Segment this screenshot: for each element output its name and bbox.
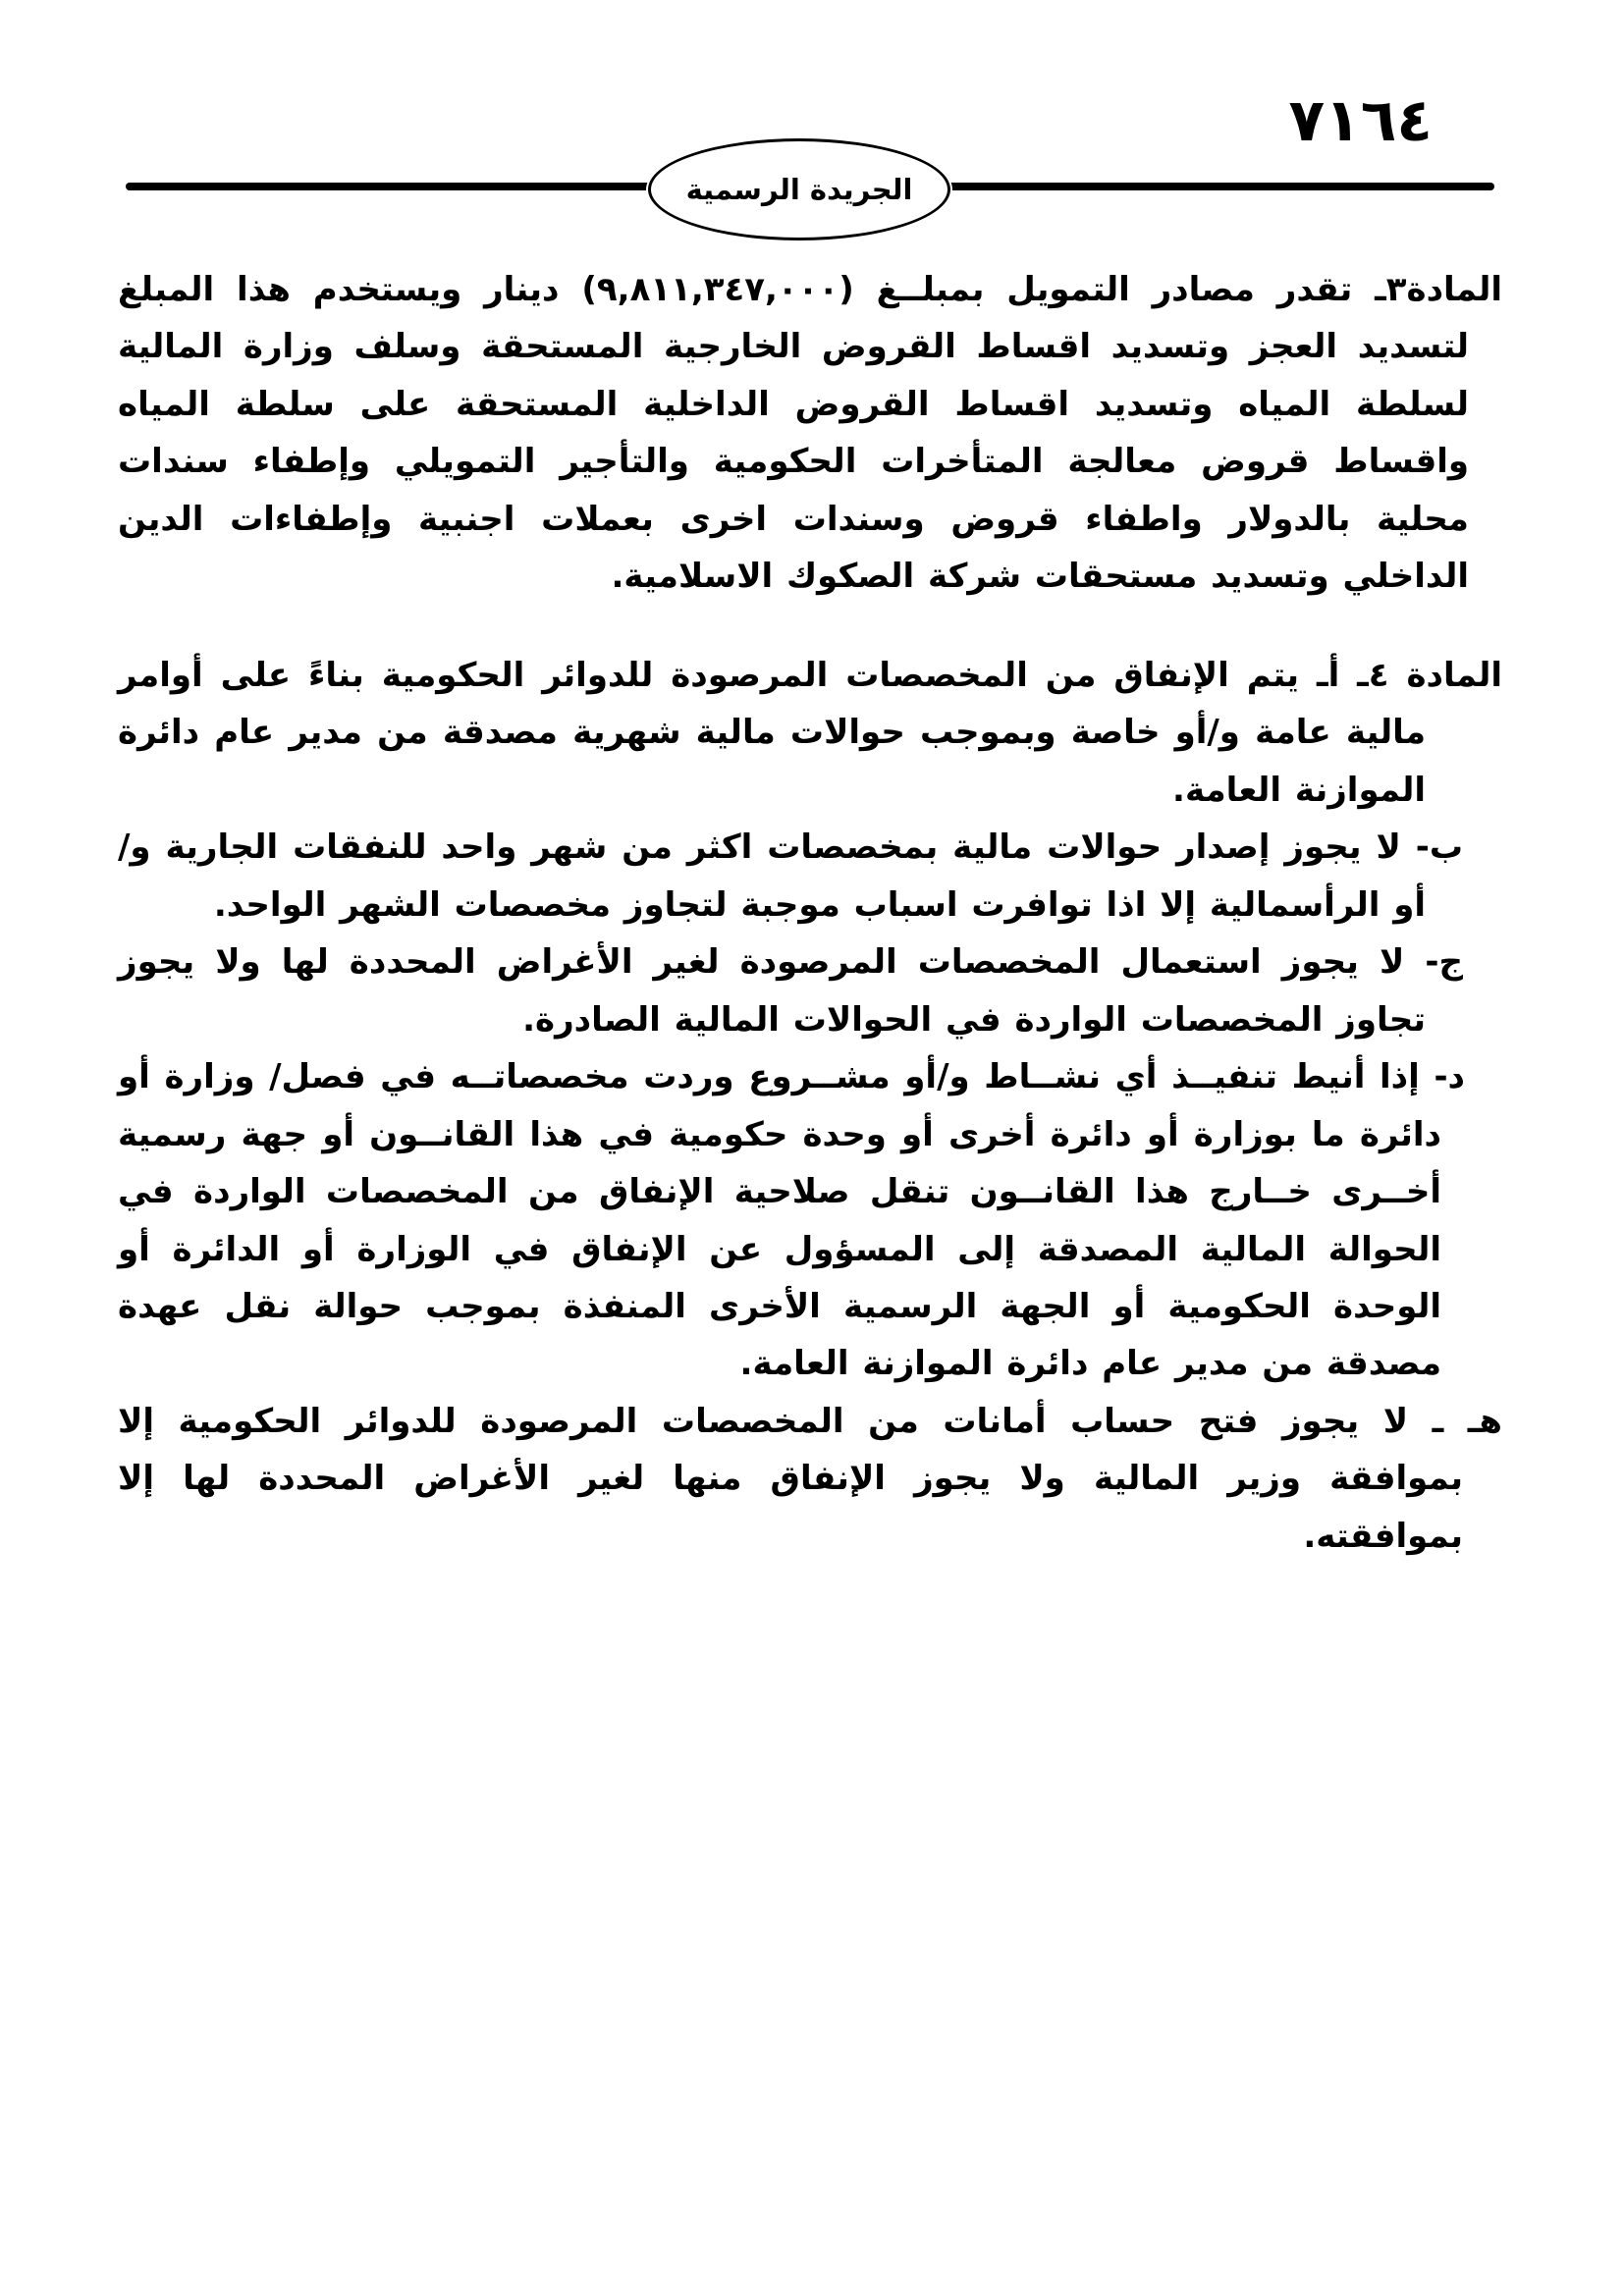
paragraph-article-3: المادة٣ـ تقدر مصادر التمويل بمبلــغ (٩,٨١١,٣٤٧,٠٠٠) دينار ويستخدم هذا المبلغ لتسديد العجز وتسديد اقساط القروض الخارجية المستحقة وسلف وزارة المالية لسلطة المياه وتسديد اقساط القروض الداخلية المستحقة على سلطة المياه واقساط قروض معالجة المتأخرات الحكومية والتأجير التمويلي وإطفاء سندات محلية بالدولار واطفاء قروض وسندات اخرى بعملات اجنبية وإطفاءات الدين الداخلي وتسديد مستحقات شركة الصكوك الاسلامية. [118, 270, 1503, 597]
page-number: ٧١٦٤ [1288, 86, 1433, 155]
paragraph-article-4-item-a: المادة ٤ـ أـ يتم الإنفاق من المخصصات المرصودة للدوائر الحكومية بناءً على أوامر مالية عامة و/أو خاصة وبموجب حوالات مالية شهرية مصدقة من مدير عام دائرة الموازنة العامة. [118, 655, 1502, 810]
paragraph-article-4-item-b: ب- لا يجوز إصدار حوالات مالية بمخصصات اكثر من شهر واحد للنفقات الجارية و/أو الرأسمالية إلا اذا توافرت اسباب موجبة لتجاوز مخصصات الشهر الواحد. [118, 828, 1463, 925]
paragraph-article-4-item-d: د- إذا أنيط تنفيــذ أي نشــاط و/أو مشــروع وردت مخصصاتــه في فصل/ وزارة أو دائرة ما بوزارة أو دائرة أخرى أو وحدة حكومية في هذا القانــون أو جهة رسمية أخــرى خــارج هذا القانــون تنقل صلاحية الإنفاق من المخصصات الواردة في الحوالة المالية المصدقة إلى المسؤول عن الإنفاق في الوزارة أو الدائرة أو الوحدة الحكومية أو الجهة الرسمية الأخرى المنفذة بموجب حوالة نقل عهدة مصدقة من مدير عام دائرة الموازنة العامة. [118, 1057, 1465, 1384]
paragraph-article-4-item-e: هـ ـ لا يجوز فتح حساب أمانات من المخصصات المرصودة للدوائر الحكومية إلا بموافقة وزير المالية ولا يجوز الإنفاق منها لغير الأغراض المحددة لها إلا بموافقته. [118, 1401, 1502, 1556]
gazette-title-badge [648, 138, 950, 240]
gazette-title: الجريدة الرسمية [685, 173, 913, 206]
document-body [118, 261, 1502, 1565]
paragraph-article-4-item-c: ج- لا يجوز استعمال المخصصات المرصودة لغير الأغراض المحددة لها ولا يجوز تجاوز المخصصات الواردة في الحوالات المالية الصادرة. [118, 942, 1463, 1040]
